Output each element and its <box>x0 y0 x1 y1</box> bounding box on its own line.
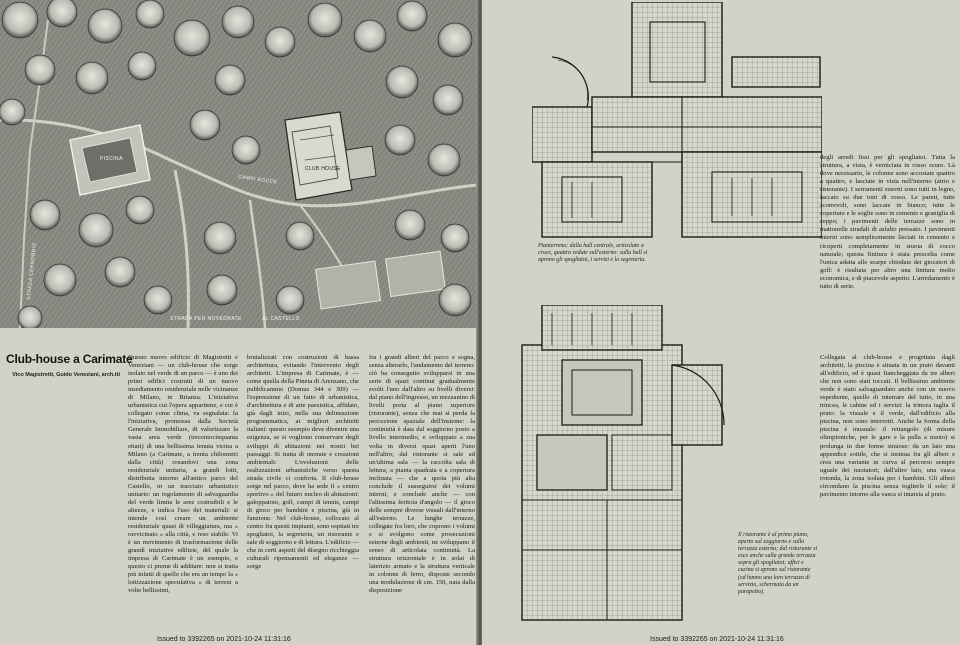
paragraph: Questo nuovo edificio di Magistretti e Veneziani — un club-house che sorge isolato nel verde di un parco — è uno dei primi edifici costruiti di un nuovo insediamento residenziale nelle vicinanze di Milano, in Brianza. L'iniziativa urbanistica cui l'opera appartiene, e cui è collegato come clima, va segnalata: fa l'iniziativa, promossa dalla Società Generale Immobiliare, di valorizzare la vasta area verde (trecentocinquanta ettari) di una bellissima tenuta vicina a Milano (a Carimate, a trenta chilometri dalla città) creandovi una zona residenziale unitaria, a grandi lotti, distribuita intorno all'antico parco del Castello, in un tracciato urbanistico unitario: un regolamento di salvaguardia del verde limita le aree costruibili e le altezze, e indica l'uso dei materiali: si intende così creare un ambiente residenziale quasi di villeggiatura, ma « ravvicinato » alla città, e reso stabile. Vi è un movimento di trasformazione delle grandi iniziative edilizie, del quale la impresa di Carimate è un esempio, e questo ci preme di additare: non si tratta più infatti di quello che era un tempo la « lottizzazione speculativa » di terreni a volte bellissimi, <box>128 354 238 595</box>
article-authors: Vico Magistretti, Guido Veneziani, arch.tti <box>12 372 120 378</box>
site-plan-photo <box>0 0 478 328</box>
label-strada-sud: STRADA PER NOVEDRATE <box>170 316 242 322</box>
paragraph: brutalizzati con costruzioni di bassa architettura, evitando l'intervento degli architetti. L'impresa di Carimate, è — come quella della Pineta di Arenzano, che pubblicammo (Domus 344 e 309) — l'espressione di un fatto di urbanistica, d'architettura e di arte paesistica, affidato, già dagli inizi, nella sua delineazione programmatica, ai migliori architetti italiani: questo esempio deve divenire una esigenza, se si vogliono conservare degli sviluppi di abitazioni nei nostri bei paesaggi. Si tratta di onorate e creazioni ambientali: L'evoluzioni delle realizzazioni urbanistiche verso questa strada civile ci conforta. Il club-house sorge nel parco, dove ha sede il « centro sportivo » del futuro nucleo di abitazioni: galoppatoio, golf, campi di tennis, campi di gioco per bambini e piscina, già in funzione. Nel club-house, collocato al centro fra questi impianti, sono ospitati tre spogliatoi, la segreteria, un ristorante e sale di soggiorno e di lettura. L'edificio — che in certi aspetti del disegno ricchieggia culturali ripensamenti ed eleganze — sorge <box>247 354 359 571</box>
caption-first-floor: Il ristorante è al primo piano, aperto sul soggiorno e sulla terrazza esterna; dal ristorante si esce anche sulla grande terrazza sopra gli spogliatoi; uffici e cucina si aprono sul ristorante (ed hanno una loro terrazza di servizio, schermata da un parapetto). <box>738 532 818 595</box>
paragraph: fra i grandi alberi del parco e sogna, senza alterarlo, l'andamento del terreno: ciò ha conseguito svilupparsi in una serie di spazi continui gradualmente svolti l'uno dall'altro su livelli diversi: dal piano dell'ingresso, un mezzanino di livelli porta al piano superiore (ristorante), senza che mai si perda la percezione spaziale dell'insieme: la continuità è data dal soggiorno posto a livello intermedio, e sviluppato a sua volta in diversi spazi aperti l'uno nell'altro; dal ristorante si sale ad un'ultima sala — la raccolta sala di lettura, a pianta quadrata e a copertura inclinata — che a quota più alta conclude il susseguirsi dei volumi interni, e conclude anche — con l'altissima feritoia d'angolo — il gioco delle sempre diverse visuali dall'interno all'esterno. Le lunghe terrazze, collegate fra loro, che coprono i volumi e si svolgono come prosecuzioni esterne degli ambienti, ne sviluppano il senso di articolata continuità. La struttura orizzontale è in solai di laterizio armato e la struttura verticale in colonne di ferro, disposte secondo una modulazione di cm. 150, nata dalla disposizione <box>369 354 475 595</box>
label-campi-bocce: CAMPI BOCCE <box>237 174 278 186</box>
text-column-4 <box>820 154 955 291</box>
text-column-3 <box>369 354 475 595</box>
label-piscina: PISCINA <box>100 156 123 162</box>
ground-floor-plan <box>532 2 822 242</box>
caption-ground-floor: Pianterreno: dalla hall centrale, articolato a croce, quattro vedute sull'esterno: sulla hall si aprono gli spogliatoi, i servizi e la segreteria. <box>538 243 648 264</box>
issued-footer: Issued to 3392265 on 2021-10-24 11:31:16 <box>157 636 291 643</box>
first-floor-plan <box>512 305 732 625</box>
label-al-castello: AL CASTELLO <box>262 316 300 322</box>
paragraph: degli arredi fissi per gli spogliatoi. Tutta la struttura, a vista, è verniciata in rosso scuro. Là dove necessario, le colonne sono accostate quattro a quattro, e lasciate in vista nell'interno (atrio e ristorante). I serramenti esterni sono tutti in legno, laccato su due toni di rosso. Le pareti, tutte scorrevoli, sono laccate in bianco; tutte le coperture e le soglie sono in cemento e graniglia di ceppo; i pavimenti delle terrazze sono in mattonelle stradali di asfalto pressato. I pavimenti interni sono semplicemente lisciati in cemento e ricoperti completamente in stuoia di cocco naturale; questa finitura è stata prescelta come l'unica adatta alle scarpe chiodate dei giocatori di golf: è risultata per altro una finitura molto economica, e di piacevole aspetto. L'arredamento è tutto di serie. <box>820 154 955 290</box>
text-column-2 <box>247 354 359 571</box>
label-strada: STRADA CERNOBBIO <box>26 242 39 301</box>
issued-footer: Issued to 3392265 on 2021-10-24 11:31:16 <box>650 636 784 643</box>
left-page <box>0 0 478 645</box>
right-page <box>482 0 960 645</box>
text-column-5 <box>820 354 955 499</box>
label-club-house: CLUB HOUSE <box>305 166 341 172</box>
paragraph: Collegata al club-house e progettata dagli architetti, la piscina è situata in un prato davanti all'edificio, ed è quasi fiancheggiata da tre alberi che non sono stati toccati. Il bellissimo ambiente verde è stato salvaguardato anche con un nuovo espediente, quello di interrare del tutto, in una trincea, le cabine ed i servizi: la trincea taglia il prato: la visuale e il verde, dall'edificio alla piscina, non sono interrotti. Anche la forma della piscina è inusuale: il rettangolo (di misure olimpioniche, per le gare e la palla a nuoto) si prolunga in due forme sinuose: da un lato una appendice sottile, che si insinua fra gli alberi e crea una variante in curva al percorso sempre uguale dei nuotatori; dall'altro lato, una vasca rotonda, la zona isolata per i bambini. Gli alberi circondano la piscina senza toglierle il sole; il pavimento intorno alla vasca si intarsia al prato. <box>820 354 955 498</box>
article-title: Club-house a Carimate <box>6 352 133 366</box>
text-column-1 <box>128 354 238 595</box>
